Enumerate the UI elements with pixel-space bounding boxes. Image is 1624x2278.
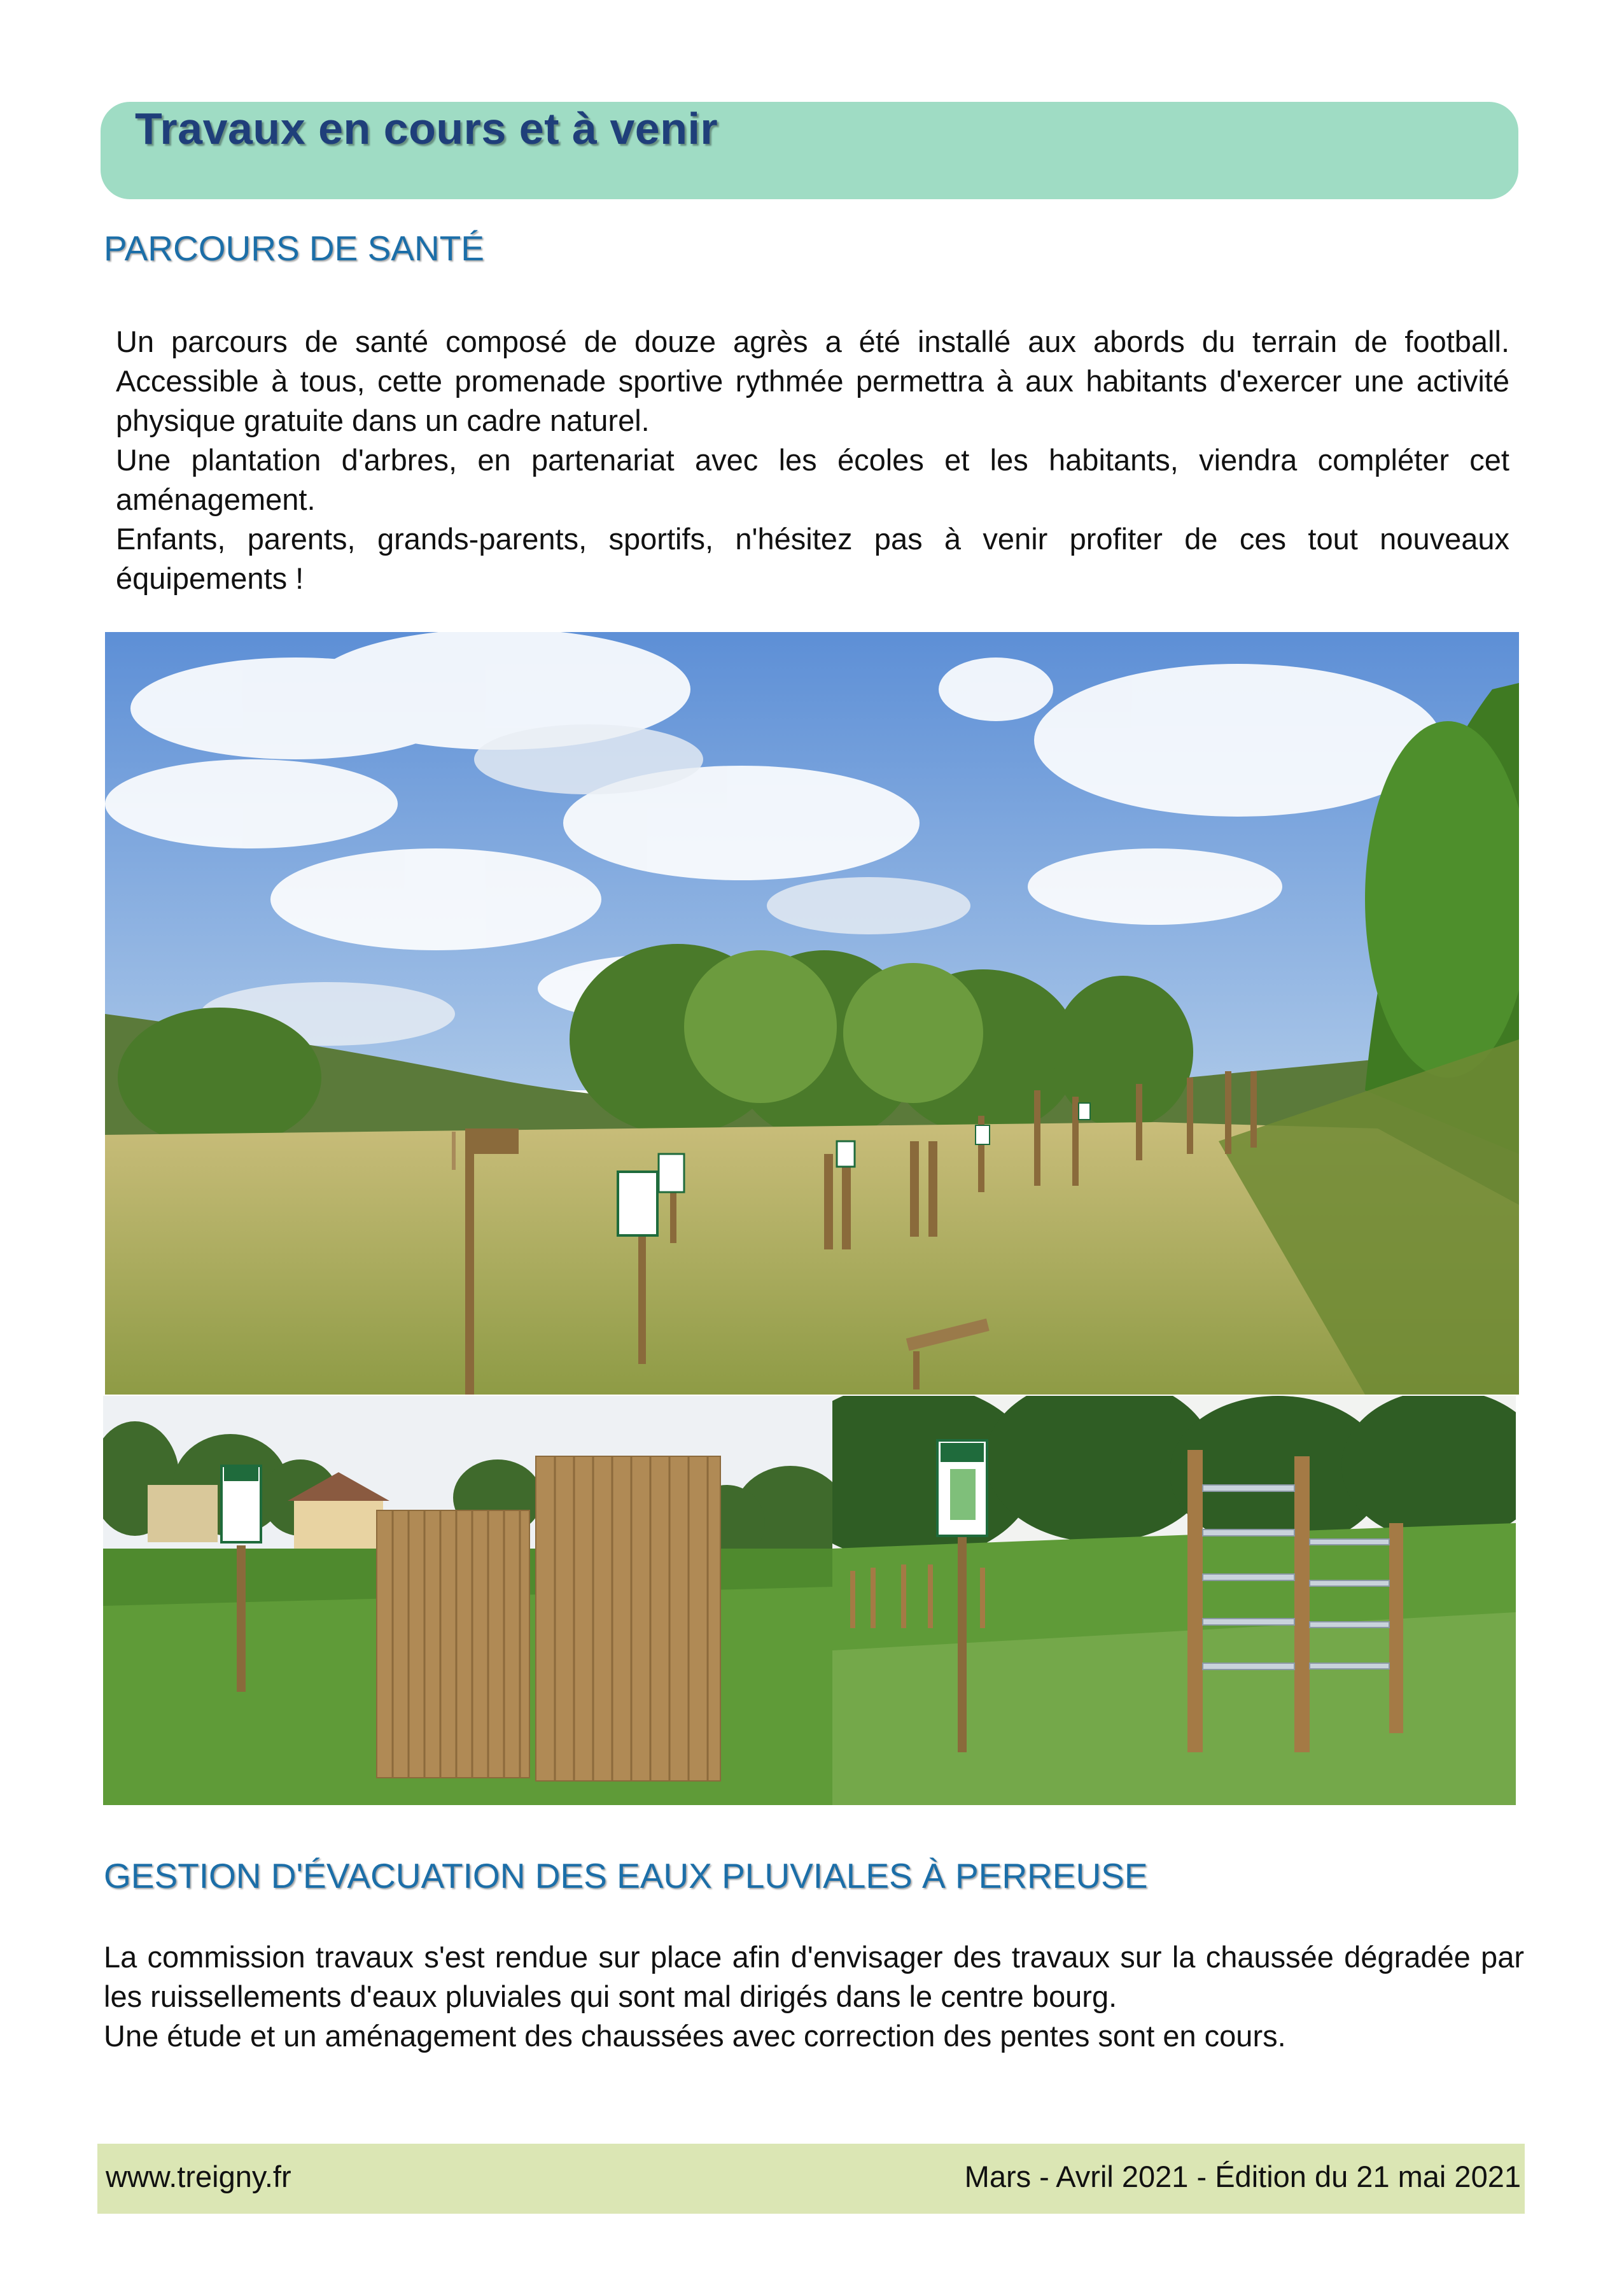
section-title-parcours: PARCOURS DE SANTÉ — [104, 229, 484, 268]
section-body-parcours — [116, 322, 1509, 598]
paragraph: Une étude et un aménagement des chaussées avec correction des pentes sont en cours. — [104, 2019, 1286, 2053]
photo-wooden-wall-obstacle — [103, 1396, 832, 1805]
footer-website-link[interactable]: www.treigny.fr — [106, 2160, 291, 2193]
photo-climbing-ladder — [832, 1396, 1516, 1805]
paragraph: Une plantation d'arbres, en partenariat avec les écoles et les habitants, viendra compléter cet aménagement. — [116, 443, 1509, 516]
paragraph: Un parcours de santé composé de douze agrès a été installé aux abords du terrain de football. Accessible à tous, cette promenade sportive rythmée permettra à aux habitants d'exercer une activité physique gratuite dans un cadre naturel. — [116, 325, 1509, 437]
section-body-eaux-pluviales — [104, 1937, 1524, 2056]
footer-edition: Mars - Avril 2021 - Édition du 21 mai 2021 — [964, 2160, 1521, 2193]
page-title: Travaux en cours et à venir — [135, 104, 718, 153]
paragraph: Enfants, parents, grands-parents, sportifs, n'hésitez pas à venir profiter de ces tout nouveaux équipements ! — [116, 522, 1509, 595]
photo-fitness-trail-field — [105, 632, 1519, 1395]
section-title-eaux-pluviales: GESTION D'ÉVACUATION DES EAUX PLUVIALES À PERREUSE — [104, 1856, 1148, 1895]
paragraph: La commission travaux s'est rendue sur place afin d'envisager des travaux sur la chaussée dégradée par les ruissellements d'eaux pluviales qui sont mal dirigés dans le centre bourg. — [104, 1940, 1524, 2013]
